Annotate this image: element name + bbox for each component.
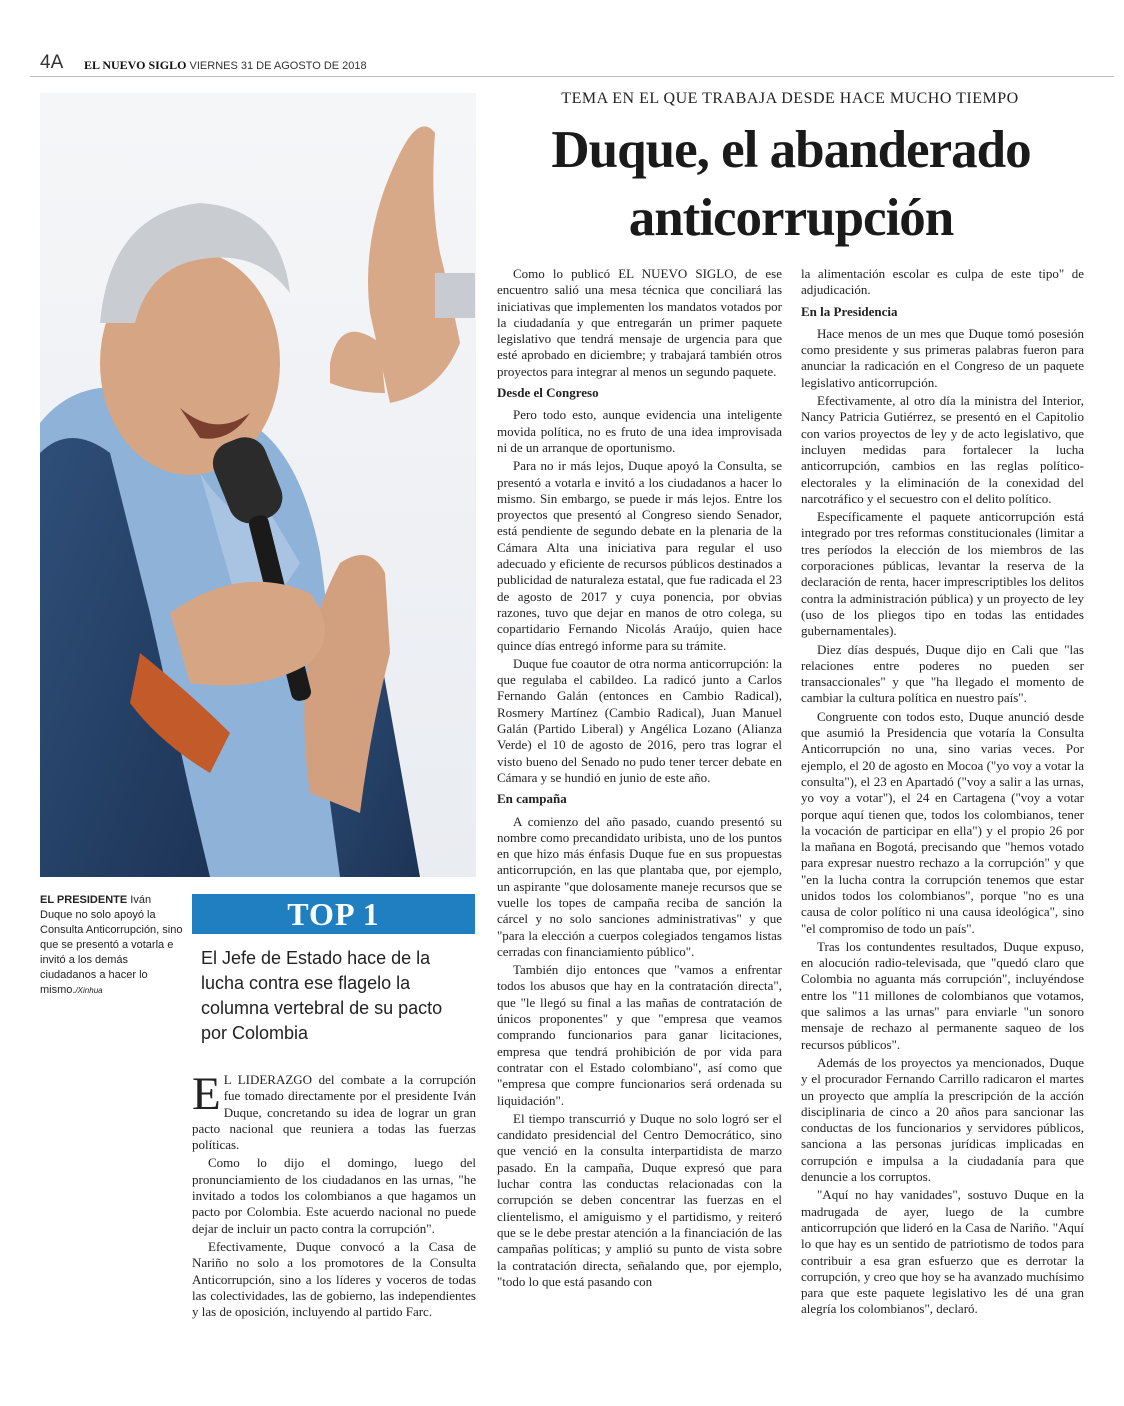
column-2 — [497, 266, 782, 1292]
president-photo — [40, 93, 476, 877]
column-1 — [192, 1068, 476, 1322]
paragraph: Específicamente el paquete anticorrupción está integrado por tres reformas constitucionales (limitar a tres períodos la elección de los miembros de las corporaciones públicas, levantar la reserva de la declaración de renta, hacer imprescriptibles los delitos contra la administración pública) y un proyecto de ley (uso de los pliegos tipo en todas las entidades gubernamentales). — [801, 509, 1084, 639]
top-banner — [192, 894, 475, 934]
paragraph: "Aquí no hay vanidades", sostuvo Duque en la madrugada de ayer, luego de la cumbre anticorrupción que lideró en la Casa de Nariño. "Aquí lo que hay es un sentido de patriotismo de todos para contribuir a esa gran esfuerzo que es derrotar la corrupción, y creo que hoy se ha avanzado muchísimo para que este paquete legislativo les dé una gran alegría los colombianos", declaró. — [801, 1187, 1084, 1317]
paragraph: Como lo dijo el domingo, luego del pronunciamiento de los ciudadanos en las urnas, "he invitado a todos los colombianos a que hagamos un pacto por Colombia. Este acuerdo nacional no puede dejar de incluir un pacto contra la corrupción". — [192, 1155, 476, 1236]
paragraph — [192, 1068, 476, 1153]
paragraph: A comienzo del año pasado, cuando presentó su nombre como precandidato uribista, uno de los puntos en que hizo más énfasis Duque fue en sus propuestas anticorrupción, en las que plantaba que, por ejemplo, un aspirante "que dolosamente maneje recursos que se vuelle los topes de campaña reciba de sanción la cárcel y no solo sanciones administrativas" y que "para la elección a cuerpos colegiados tengamos listas cerradas con financiamiento público". — [497, 813, 782, 959]
paragraph: Efectivamente, al otro día la ministra del Interior, Nancy Patricia Gutiérrez, se presentó en el Capitolio con varios proyectos de ley y de acto legislativo, que incluyen medidas para fortalecer la lucha anticorrupción, cambios en las reglas político-electorales y la eliminación de la conexidad del narcotráfico y el secuestro con el delito político. — [801, 393, 1084, 506]
paragraph: El tiempo transcurrió y Duque no solo logró ser el candidato presidencial del Centro Democrático, sino que venció en la consulta interpartidista de marzo pasado. En la campaña, Duque expresó que para luchar contra las conductas relacionadas con la corrupción se deben concentrar las fuerzas en el clientelismo, el amiguismo y el partidismo, y reiteró que se le debe prestar atención a la financiación de las campañas políticas; y amplió su punto de vista sobre la contratación directa, señalando que, por ejemplo, "todo lo que está pasando con — [497, 1110, 782, 1289]
caption-lead: EL PRESIDENTE — [40, 894, 128, 906]
paragraph: Congruente con todos esto, Duque anunció desde que asumió la Presidencia que votaría la Consulta Anticorrupción no una, sino varias veces. Por ejemplo, el 20 de agosto en Mocoa ("yo voy a votar la consulta"), el 23 en Apartadó ("voy a salir a las urnas, yo voy a votar"), el 24 en Cartagena ("voy a votar porque aquí tienen que, todos los colombianos, tener la vocación de participar en ella") y el propio 26 por la mañana en Bogotá, precisando que "hemos votado para expresar nuestro rechazo a la corrupción" y que "en la lucha contra la corrupción tenemos que estar unidos todos los colombianos", porque "no es una causa de color político ni una causa ideológica", sino "el compromiso de todo un país". — [801, 708, 1084, 936]
paragraph: Duque fue coautor de otra norma anticorrupción: la que regulaba el cabildeo. La radicó junto a Carlos Fernando Galán (entonces en Cambio Radical), Rosmery Martínez (Cambio Radical), Juan Manuel Galán (Partido Liberal) y Angélica Lozano (Alianza Verde) el 10 de agosto de 2016, pero tras lograr el visto bueno del Senado no pudo tener tercer debate en Cámara y se hundió en junio de este año. — [497, 655, 782, 785]
paragraph: Efectivamente, Duque convocó a la Casa de Nariño no solo a los promotores de la Consulta Anticorrupción, sino a los líderes y voceros de todas las colectividades, las de gobierno, las independientes y las de oposición, incluyendo al partido Farc. — [192, 1238, 476, 1320]
page-number: 4A — [40, 52, 64, 73]
top-label: TOP 1 — [287, 896, 380, 932]
subhead-presidencia: En la Presidencia — [801, 303, 898, 319]
paragraph: la alimentación escolar es culpa de este tipo" de adjudicación. — [801, 266, 1084, 298]
paragraph: También dijo entonces que "vamos a enfrentar todos los abusos que hay en la contratación directa", que "le llegó su final a las mañas de contratación de únicos proponentes" y que "empresa que veamos comprando funcionarios para ganar licitaciones, empresa que tendrá prohibición de por vida para contratar con el Estado colombiano", así como que "empresa que compre funcionarios será ordenada su liquidación". — [497, 962, 782, 1108]
caption-text: Iván Duque no solo apoyó la Consulta Anticorrupción, sino que se presentó a votarla e invitó a los demás ciudadanos a hacer lo mismo. — [40, 894, 183, 996]
subhead-campana: En campaña — [497, 791, 567, 807]
drop-cap: E — [192, 1068, 221, 1120]
photo-illustration — [40, 93, 476, 877]
page-header — [30, 50, 1114, 77]
article-headline: Duque, el abanderado anticorrupción — [551, 121, 1031, 247]
folio-line — [84, 58, 367, 73]
top-summary: El Jefe de Estado hace de la lucha contra ese flagelo la columna vertebral de su pacto por Colombia — [201, 948, 443, 1043]
paragraph: Diez días después, Duque dijo en Cali que "las relaciones entre poderes no pueden ser transaccionales" y que "ha llegado el momento de cambiar la cultura política en nuestro país". — [801, 641, 1084, 706]
paragraph: Tras los contundentes resultados, Duque expuso, en alocución radio-televisada, que "quedó claro que Colombia no aguanta más corrupción", incluyéndose entre los "11 millones de colombianos que votamos, que salimos a las urnas" para enviarle "un sonoro mensaje de rechazo al permanente saqueo de los recursos públicos". — [801, 938, 1084, 1052]
paragraph: Hace menos de un mes que Duque tomó posesión como presidente y sus primeras palabras fueron para anunciar la radicación en el Congreso de un paquete legislativo anticorrupción. — [801, 325, 1084, 390]
column-3 — [801, 266, 1084, 1320]
photo-credit: /Xinhua — [75, 986, 103, 995]
article-kicker: TEMA EN EL QUE TRABAJA DESDE HACE MUCHO TIEMPO — [561, 90, 1019, 107]
paragraph: Además de los proyectos ya mencionados, Duque y el procurador Fernando Carrillo radicaron el martes un proyecto que amplía la prescripción de la acción disciplinaria de cinco a 20 años para sancionar las conductas de los funcionarios y servidores públicos, sanciona a las personas jurídicas implicadas en corrupción e impulsa a la ciudadanía para que denuncie a los corruptos. — [801, 1054, 1084, 1185]
newspaper-name: EL NUEVO SIGLO — [84, 58, 187, 72]
photo-caption — [40, 893, 184, 998]
paragraph: Como lo publicó EL NUEVO SIGLO, de ese encuentro salió una mesa técnica que conciliará las iniciativas que implementen los mandatos votados por la ciudadanía y que entregarán un primer paquete legislativo que tendrá mensaje de urgencia para que esté aprobado en diciembre; y trabajará también otros proyectos para integrar al menos un segundo paquete. — [497, 266, 782, 379]
paragraph: Pero todo esto, aunque evidencia una inteligente movida política, no es fruto de una idea improvisada ni de un arranque de oportunismo. — [497, 407, 782, 455]
paragraph: Para no ir más lejos, Duque apoyó la Consulta, se presentó a votarla e invitó a los ciudadanos a hacer lo mismo. Sin embargo, se puede ir más lejos. Entre los proyectos que presentó al Congreso siendo Senador, está pendiente de segundo debate en la plenaria de la Cámara Alta una iniciativa para regular el uso adecuado y eficiente de recursos públicos destinados a publicidad de naturaleza estatal, que fue radicada el 23 de agosto de 2017 y cuya ponencia, por obvias razones, tuvo que dejar en manos de otro colega, su copartidario Fernando Nicolás Araújo, quien hace quince días entregó informe para su trámite. — [497, 458, 782, 653]
subhead-congreso: Desde el Congreso — [497, 385, 599, 401]
lead-text: L LIDERAZGO del combate a la corrupción fue tomado directamente por el presidente Iván Duque, concretando su idea de lograr un gran pacto nacional que reuniera a todas las fuerzas políticas. — [192, 1072, 476, 1153]
issue-date: VIERNES 31 DE AGOSTO DE 2018 — [189, 60, 367, 72]
